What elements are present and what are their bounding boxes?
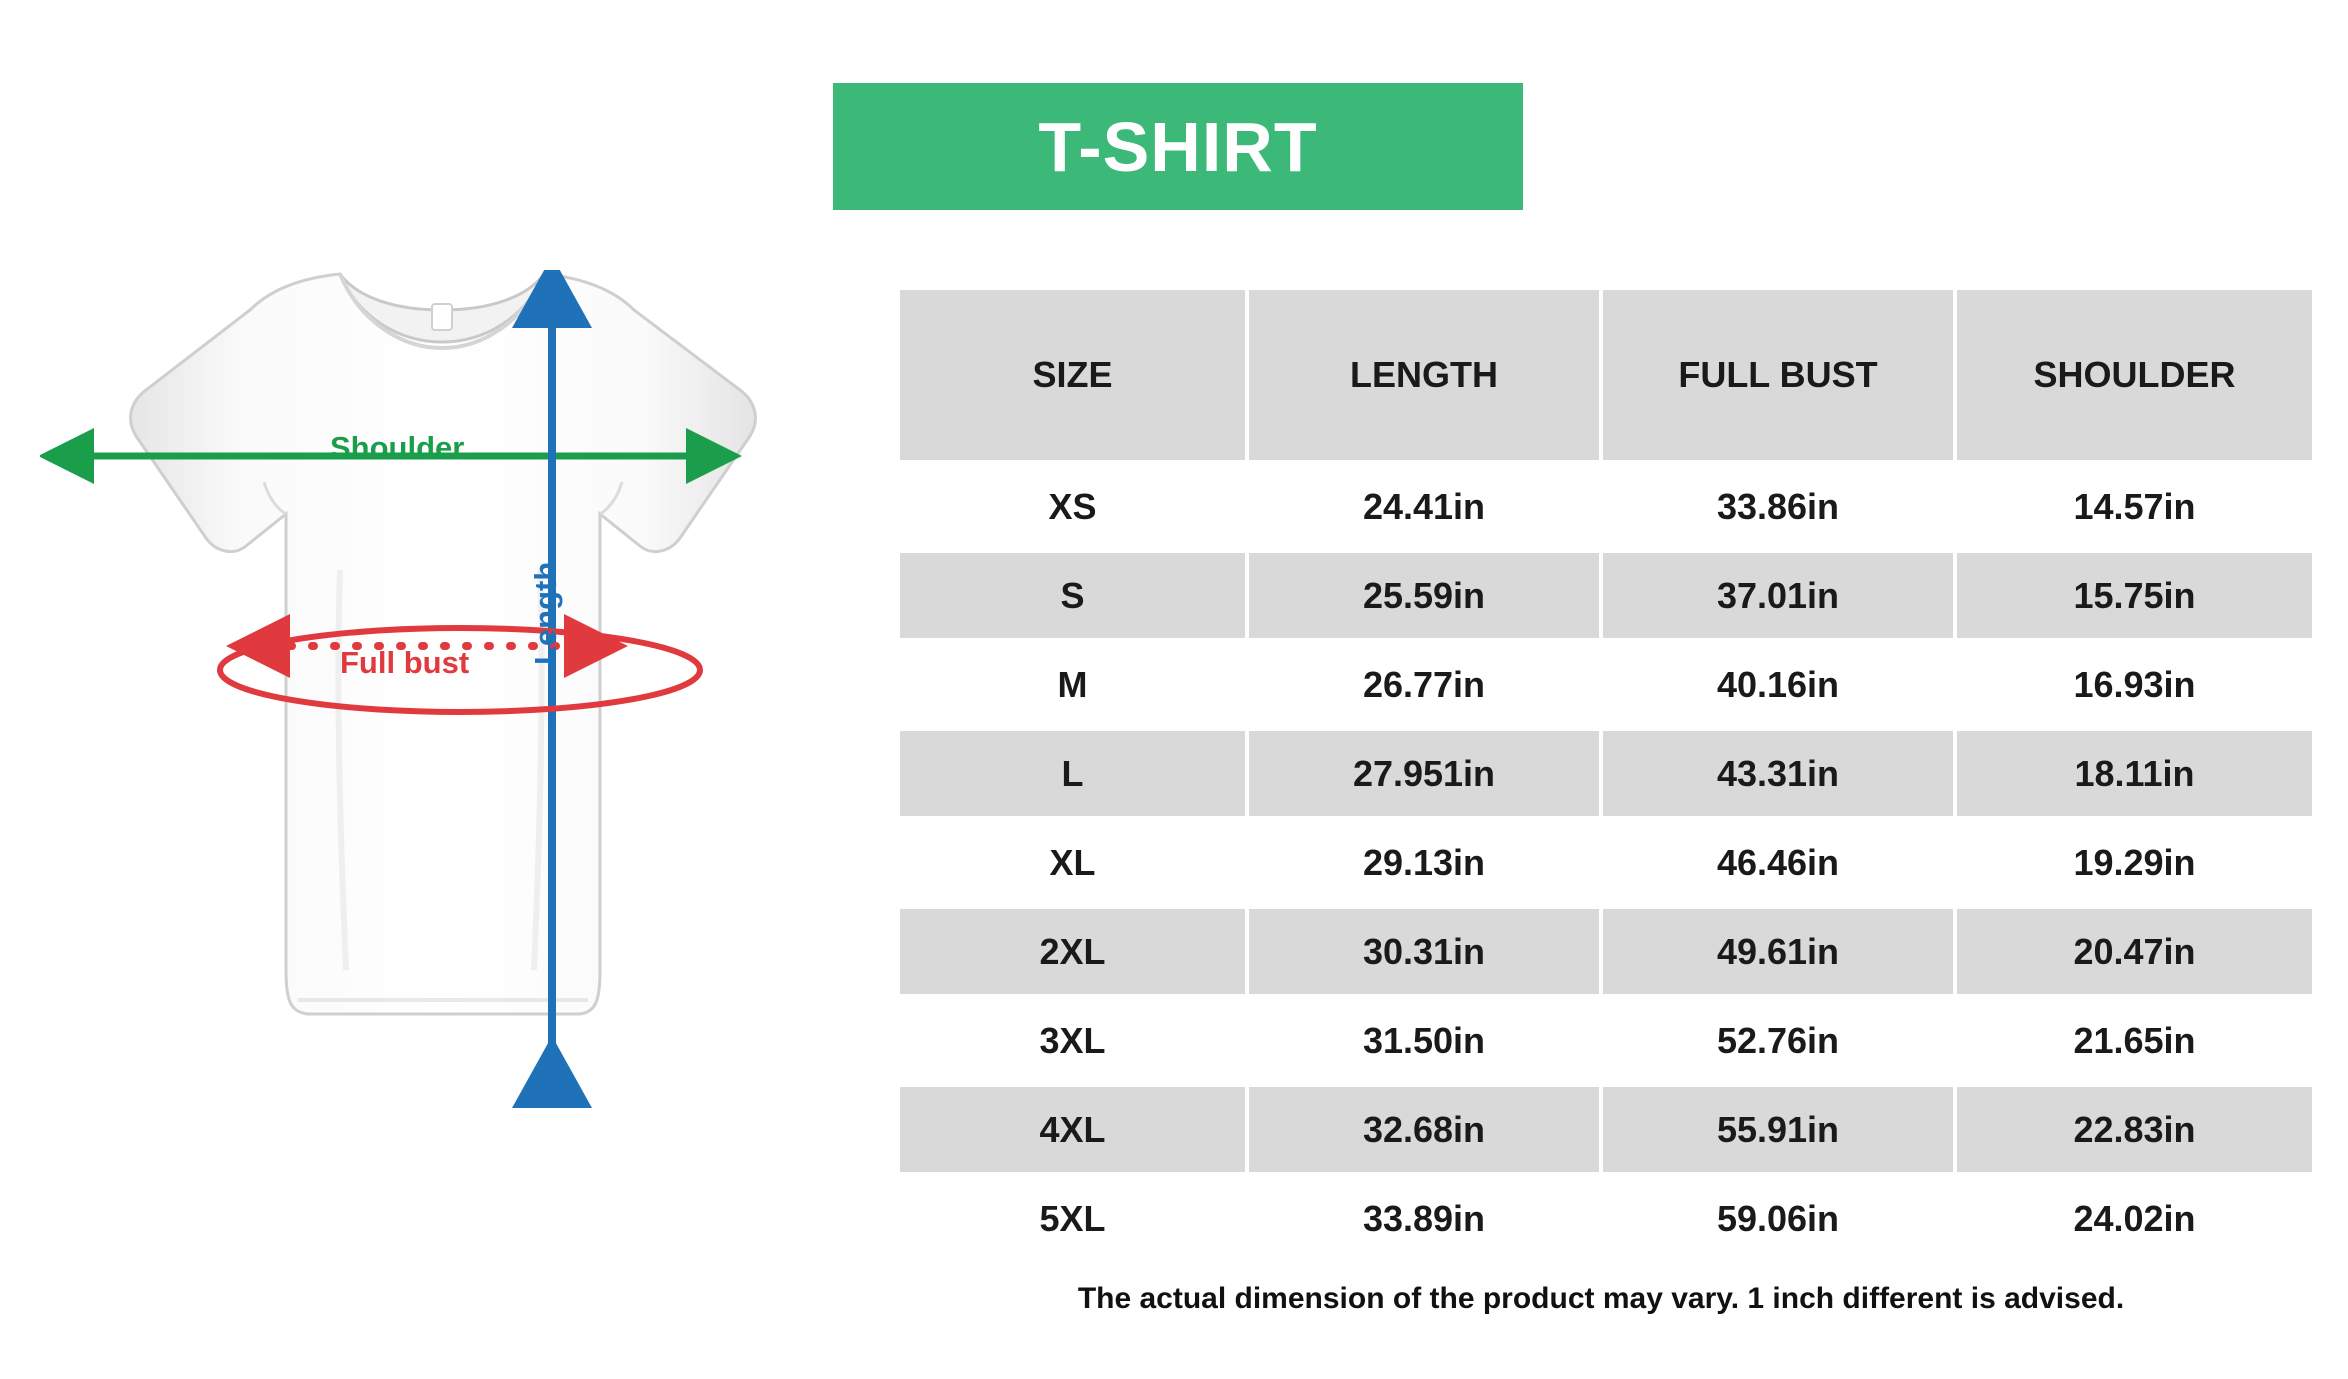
cell-shoulder: 20.47in — [1957, 909, 2312, 994]
table-row — [900, 909, 2312, 994]
cell-length: 29.13in — [1249, 820, 1599, 905]
cell-full-bust: 55.91in — [1603, 1087, 1953, 1172]
table-row — [900, 642, 2312, 727]
table-header-row — [900, 290, 2312, 460]
cell-size: M — [900, 642, 1245, 727]
cell-full-bust: 43.31in — [1603, 731, 1953, 816]
cell-length: 24.41in — [1249, 464, 1599, 549]
cell-length: 32.68in — [1249, 1087, 1599, 1172]
cell-full-bust: 59.06in — [1603, 1176, 1953, 1261]
cell-length: 30.31in — [1249, 909, 1599, 994]
cell-length: 33.89in — [1249, 1176, 1599, 1261]
cell-full-bust: 37.01in — [1603, 553, 1953, 638]
title-banner — [833, 83, 1523, 210]
cell-shoulder: 19.29in — [1957, 820, 2312, 905]
table-row — [900, 553, 2312, 638]
tshirt-illustration — [40, 270, 850, 1280]
shoulder-label: Shoulder — [330, 430, 465, 465]
cell-full-bust: 46.46in — [1603, 820, 1953, 905]
cell-length: 31.50in — [1249, 998, 1599, 1083]
cell-shoulder: 16.93in — [1957, 642, 2312, 727]
cell-length: 26.77in — [1249, 642, 1599, 727]
cell-shoulder: 18.11in — [1957, 731, 2312, 816]
cell-full-bust: 33.86in — [1603, 464, 1953, 549]
cell-full-bust: 40.16in — [1603, 642, 1953, 727]
cell-size: 5XL — [900, 1176, 1245, 1261]
cell-size: XL — [900, 820, 1245, 905]
cell-size: L — [900, 731, 1245, 816]
cell-shoulder: 15.75in — [1957, 553, 2312, 638]
cell-shoulder: 22.83in — [1957, 1087, 2312, 1172]
cell-size: XS — [900, 464, 1245, 549]
cell-size: S — [900, 553, 1245, 638]
table-row — [900, 1176, 2312, 1261]
table-row — [900, 998, 2312, 1083]
table-disclaimer-note: The actual dimension of the product may vary. 1 inch different is advised. — [1077, 1282, 2125, 1315]
column-header-size: SIZE — [900, 290, 1245, 460]
cell-length: 25.59in — [1249, 553, 1599, 638]
cell-full-bust: 49.61in — [1603, 909, 1953, 994]
table-row — [900, 731, 2312, 816]
cell-size: 4XL — [900, 1087, 1245, 1172]
column-header-full-bust: FULL BUST — [1603, 290, 1953, 460]
table-row — [900, 464, 2312, 549]
cell-shoulder: 14.57in — [1957, 464, 2312, 549]
cell-size: 2XL — [900, 909, 1245, 994]
cell-full-bust: 52.76in — [1603, 998, 1953, 1083]
table-row — [900, 820, 2312, 905]
cell-shoulder: 21.65in — [1957, 998, 2312, 1083]
cell-length: 27.951in — [1249, 731, 1599, 816]
size-chart-table — [896, 286, 2316, 1265]
cell-shoulder: 24.02in — [1957, 1176, 2312, 1261]
column-header-shoulder: SHOULDER — [1957, 290, 2312, 460]
column-header-length: LENGTH — [1249, 290, 1599, 460]
full-bust-label: Full bust — [340, 645, 470, 680]
length-label: Length — [528, 561, 563, 665]
page-title: T-SHIRT — [1038, 107, 1318, 186]
table-row — [900, 1087, 2312, 1172]
tshirt-diagram-svg — [40, 270, 850, 1280]
cell-size: 3XL — [900, 998, 1245, 1083]
